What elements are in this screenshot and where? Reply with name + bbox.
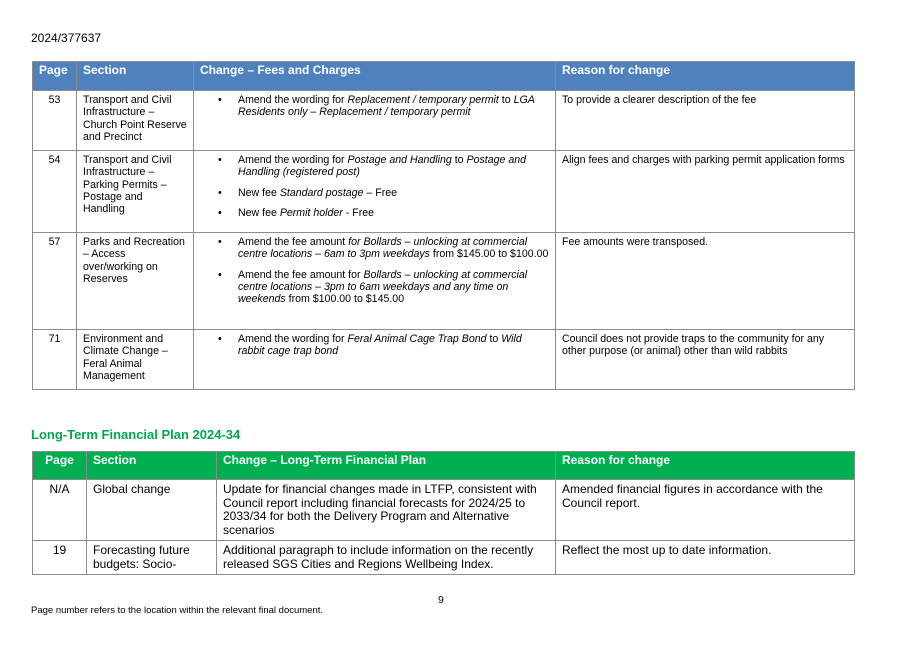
change-text-segment: LGA Residents only – Replacement / temporary permit [238, 94, 535, 119]
header-change: Change – Long-Term Financial Plan [217, 452, 556, 480]
change-item [238, 154, 549, 179]
cell-section: Global change [87, 480, 217, 541]
change-text-segment: – Free [363, 186, 398, 199]
fees-and-charges-table [32, 61, 855, 390]
header-page: Page [33, 62, 77, 91]
cell-page: 19 [33, 541, 87, 575]
change-item [238, 333, 549, 358]
change-text-segment: from $145.00 to $100.00 [429, 248, 549, 261]
cell-section: Transport and Civil Infrastructure – Church Point Reserve and Precinct [77, 91, 194, 151]
change-item [238, 236, 549, 261]
cell-reason: Fee amounts were transposed. [556, 233, 855, 330]
change-text-segment: Amend the wording for [238, 333, 348, 345]
change-text-segment: Bollards – unlocking at commercial centre locations – 3pm to 6am weekdays and any time on weekends [238, 268, 528, 306]
cell-change: Update for financial changes made in LTFP, consistent with Council report including financial forecasts for 2024/25 to 2033/34 for both the Delivery Program and Alternative scenarios [217, 480, 556, 541]
change-text-segment: Amend the fee amount [238, 236, 349, 248]
change-item [238, 94, 549, 119]
header-reason: Reason for change [556, 452, 855, 480]
ltfp-table [32, 451, 855, 575]
change-text-segment: from $100.00 to $145.00 [285, 293, 405, 306]
cell-change [194, 91, 556, 151]
page-number: 9 [438, 594, 444, 606]
cell-page: 71 [33, 330, 77, 390]
cell-section: Forecasting future budgets: Socio- [87, 541, 217, 575]
document-reference: 2024/377637 [31, 31, 102, 45]
cell-reason: Council does not provide traps to the community for any other purpose (or animal) other than wild rabbits [556, 330, 855, 390]
cell-change [194, 233, 556, 330]
table-header-row [33, 452, 855, 480]
change-item [238, 269, 549, 306]
cell-page: 53 [33, 91, 77, 151]
cell-page: 54 [33, 151, 77, 233]
change-text-segment: Wild rabbit cage trap bond [238, 333, 522, 358]
cell-change [194, 330, 556, 390]
header-section: Section [87, 452, 217, 480]
table-row [33, 330, 855, 390]
cell-section: Environment and Climate Change – Feral Animal Management [77, 330, 194, 390]
cell-page: 57 [33, 233, 77, 330]
cell-reason: Reflect the most up to date information. [556, 541, 855, 575]
table-row [33, 151, 855, 233]
ltfp-section-title: Long-Term Financial Plan 2024-34 [31, 427, 241, 442]
cell-change: Additional paragraph to include information on the recently released SGS Cities and Regions Wellbeing Index. [217, 541, 556, 575]
change-text-segment: New fee [238, 186, 280, 199]
change-list [200, 236, 549, 305]
change-text-segment: Postage and Handling [347, 154, 452, 166]
change-text-segment: - Free [342, 206, 375, 219]
change-text-segment: New fee [238, 206, 280, 219]
change-text-segment: to [498, 94, 514, 106]
change-item [238, 187, 549, 199]
change-text-segment: Permit holder [279, 206, 343, 219]
change-text-segment: Postage and Handling (registered post) [238, 154, 527, 179]
change-list [200, 94, 549, 119]
change-list [200, 154, 549, 219]
change-item [238, 207, 549, 219]
change-text-segment: Amend the wording for [238, 154, 348, 166]
cell-reason: Align fees and charges with parking permit application forms [556, 151, 855, 233]
change-text-segment: Amend the fee amount for [238, 268, 364, 281]
table-row [33, 233, 855, 330]
change-text-segment: Amend the wording for [238, 94, 348, 106]
table-row [33, 541, 855, 575]
footnote: Page number refers to the location within the relevant final document. [31, 605, 324, 616]
change-text-segment: Feral Animal Cage Trap Bond [347, 333, 487, 345]
change-text-segment: to [486, 333, 502, 345]
cell-reason: To provide a clearer description of the fee [556, 91, 855, 151]
header-section: Section [77, 62, 194, 91]
cell-page: N/A [33, 480, 87, 541]
cell-section: Transport and Civil Infrastructure – Parking Permits – Postage and Handling [77, 151, 194, 233]
cell-change [194, 151, 556, 233]
change-list [200, 333, 549, 358]
change-text-segment: Replacement / temporary permit [347, 94, 499, 106]
change-text-segment: to [451, 154, 467, 166]
cell-section: Parks and Recreation – Access over/working on Reserves [77, 233, 194, 330]
header-reason: Reason for change [556, 62, 855, 91]
change-text-segment: Standard postage [279, 186, 364, 199]
table-row [33, 91, 855, 151]
header-change: Change – Fees and Charges [194, 62, 556, 91]
header-page: Page [33, 452, 87, 480]
table-header-row [33, 62, 855, 91]
change-text-segment: for Bollards – unlocking at commercial centre locations – 6am to 3pm weekdays [238, 236, 528, 261]
cell-reason: Amended financial figures in accordance with the Council report. [556, 480, 855, 541]
table-row [33, 480, 855, 541]
